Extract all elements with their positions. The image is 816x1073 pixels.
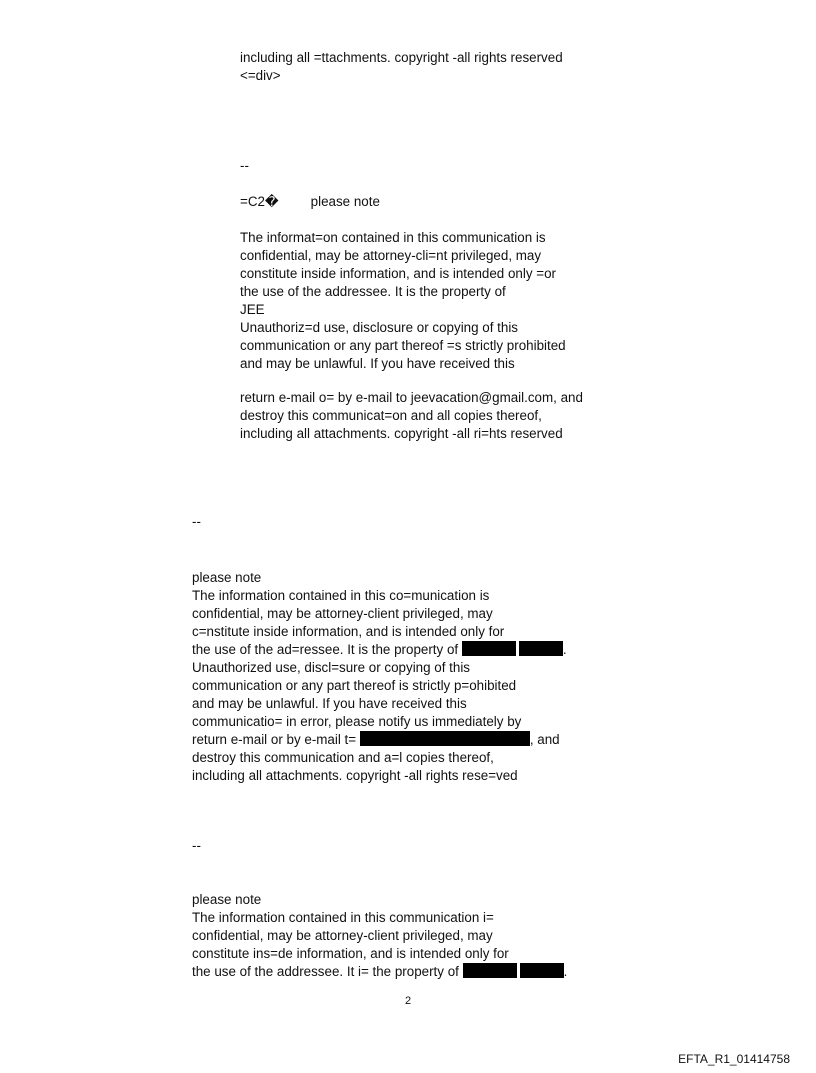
please-note-label: please note — [192, 570, 262, 585]
text-span: . — [562, 642, 567, 657]
separator: -- — [192, 514, 201, 529]
text-line: Unauthorized use, discl=sure or copying of this — [192, 660, 471, 675]
redaction-box — [463, 963, 517, 978]
text-span: the use of the addressee. It i= the property of — [192, 964, 459, 979]
redaction-box — [520, 963, 564, 978]
text-line: including all attachments. copyright -all ri=hts reserved — [240, 426, 563, 441]
text-line — [192, 963, 567, 981]
text-line: The information contained in this communication i= — [192, 910, 494, 925]
text-span: , and — [529, 732, 560, 747]
text-line: destroy this communicat=on and all copies thereof, — [240, 408, 542, 423]
text-span: . — [563, 964, 568, 979]
text-line: communicatio= in error, please notify us immediately by — [192, 714, 522, 729]
text-line: return e-mail o= by e-mail to jeevacation@gmail.com, and — [240, 390, 583, 405]
encoding-marker: =C2� — [240, 194, 279, 209]
text-line: Unauthoriz=d use, disclosure or copying of this — [240, 320, 519, 335]
text-line — [192, 641, 567, 659]
redaction-box — [360, 731, 530, 746]
text-span: the use of the ad=ressee. It is the property of — [192, 642, 459, 657]
separator: -- — [192, 838, 201, 853]
text-line: <=div> — [240, 68, 281, 83]
disclaimer-paragraph — [240, 229, 566, 373]
text-line: communication or any part thereof =s strictly prohibited — [240, 338, 566, 353]
quoted-disclaimer-block-1 — [240, 49, 563, 85]
please-note-label: please note — [310, 194, 380, 209]
please-note-label: please note — [192, 892, 262, 907]
text-line: constitute ins=de information, and is intended only for — [192, 946, 509, 961]
text-line: destroy this communication and a=l copies thereof, — [192, 750, 494, 765]
text-line: constitute inside information, and is intended only =or — [240, 266, 556, 281]
please-note-heading — [240, 193, 380, 211]
text-line: and may be unlawful. If you have received this — [192, 696, 467, 711]
redaction-box — [462, 641, 516, 656]
text-line: c=nstitute inside information, and is intended only for — [192, 624, 505, 639]
redaction-box — [519, 641, 563, 656]
text-line: confidential, may be attorney-client privileged, may — [192, 606, 493, 621]
text-line: confidential, may be attorney-client privileged, may — [192, 928, 493, 943]
separator: -- — [240, 158, 249, 173]
text-line: The information contained in this co=munication is — [192, 588, 490, 603]
text-span: return e-mail or by e-mail t= — [192, 732, 357, 747]
text-line: and may be unlawful. If you have received this — [240, 356, 515, 371]
text-line: JEE — [240, 302, 265, 317]
disclaimer-paragraph — [240, 389, 583, 443]
text-line: including all attachments. copyright -all rights rese=ved — [192, 768, 518, 783]
quoted-disclaimer-block-2 — [192, 569, 567, 785]
quoted-disclaimer-block-3 — [192, 891, 567, 981]
text-line: communication or any part thereof is strictly p=ohibited — [192, 678, 517, 693]
text-line — [192, 731, 567, 749]
bates-number: EFTA_R1_01414758 — [678, 1052, 790, 1066]
text-line: the use of the addressee. It is the property of — [240, 284, 506, 299]
page-number: 2 — [404, 995, 412, 1007]
text-line: including all =ttachments. copyright -all rights reserved — [240, 50, 563, 65]
text-line: The informat=on contained in this communication is — [240, 230, 546, 245]
text-line: confidential, may be attorney-cli=nt privileged, may — [240, 248, 542, 263]
